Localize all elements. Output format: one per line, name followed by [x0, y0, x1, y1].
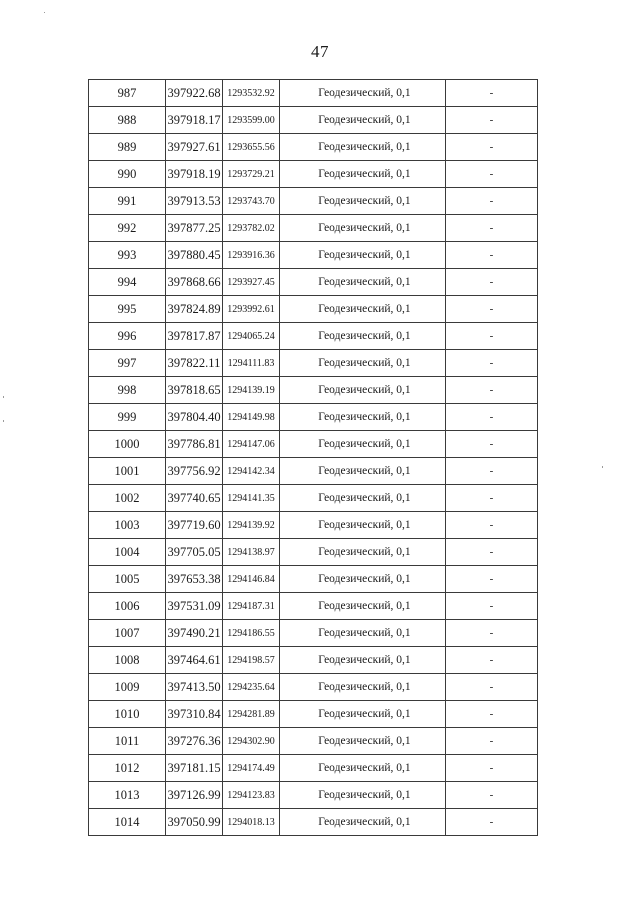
method-accuracy-text: Геодезический, 0,1: [318, 357, 411, 369]
method-accuracy-text: Геодезический, 0,1: [318, 141, 411, 153]
method-accuracy-cell: [280, 674, 446, 701]
x-coordinate-cell: 397913.53: [166, 188, 223, 215]
x-coordinate-cell: 397181.15: [166, 755, 223, 782]
point-number-cell: 990: [89, 161, 166, 188]
note-cell: -: [446, 161, 538, 188]
y-coordinate-cell: 1294018.13: [223, 809, 280, 836]
note-cell: -: [446, 188, 538, 215]
point-number-cell: 1001: [89, 458, 166, 485]
table-row: [89, 431, 538, 458]
note-cell: -: [446, 539, 538, 566]
table-row: [89, 350, 538, 377]
table-row: [89, 377, 538, 404]
table-row: [89, 242, 538, 269]
note-cell: -: [446, 593, 538, 620]
method-accuracy-cell: [280, 134, 446, 161]
point-number-cell: 993: [89, 242, 166, 269]
x-coordinate-cell: 397804.40: [166, 404, 223, 431]
scan-speck: [44, 12, 45, 13]
note-cell: -: [446, 269, 538, 296]
point-number-cell: 999: [89, 404, 166, 431]
method-accuracy-text: Геодезический, 0,1: [318, 735, 411, 747]
x-coordinate-cell: 397918.17: [166, 107, 223, 134]
table-row: [89, 512, 538, 539]
note-cell: -: [446, 350, 538, 377]
method-accuracy-cell: [280, 296, 446, 323]
note-cell: -: [446, 296, 538, 323]
y-coordinate-cell: 1294146.84: [223, 566, 280, 593]
method-accuracy-cell: [280, 323, 446, 350]
table-row: [89, 647, 538, 674]
table-row: [89, 107, 538, 134]
method-accuracy-text: Геодезический, 0,1: [318, 330, 411, 342]
note-cell: -: [446, 485, 538, 512]
note-cell: -: [446, 323, 538, 350]
x-coordinate-cell: 397922.68: [166, 80, 223, 107]
method-accuracy-text: Геодезический, 0,1: [318, 168, 411, 180]
method-accuracy-cell: [280, 701, 446, 728]
y-coordinate-cell: 1294174.49: [223, 755, 280, 782]
y-coordinate-cell: 1294149.98: [223, 404, 280, 431]
method-accuracy-cell: [280, 566, 446, 593]
table-row: [89, 620, 538, 647]
method-accuracy-text: Геодезический, 0,1: [318, 789, 411, 801]
x-coordinate-cell: 397880.45: [166, 242, 223, 269]
method-accuracy-text: Геодезический, 0,1: [318, 465, 411, 477]
method-accuracy-text: Геодезический, 0,1: [318, 762, 411, 774]
point-number-cell: 1008: [89, 647, 166, 674]
x-coordinate-cell: 397918.19: [166, 161, 223, 188]
y-coordinate-cell: 1293729.21: [223, 161, 280, 188]
y-coordinate-cell: 1294302.90: [223, 728, 280, 755]
method-accuracy-cell: [280, 404, 446, 431]
table-row: [89, 188, 538, 215]
table-row: [89, 755, 538, 782]
point-number-cell: 989: [89, 134, 166, 161]
note-cell: -: [446, 215, 538, 242]
page-number: 47: [311, 42, 329, 61]
note-cell: -: [446, 620, 538, 647]
method-accuracy-cell: [280, 350, 446, 377]
table-row: [89, 485, 538, 512]
y-coordinate-cell: 1294139.92: [223, 512, 280, 539]
method-accuracy-cell: [280, 107, 446, 134]
y-coordinate-cell: 1293532.92: [223, 80, 280, 107]
method-accuracy-cell: [280, 485, 446, 512]
point-number-cell: 998: [89, 377, 166, 404]
note-cell: -: [446, 458, 538, 485]
table-row: [89, 674, 538, 701]
method-accuracy-cell: [280, 377, 446, 404]
x-coordinate-cell: 397927.61: [166, 134, 223, 161]
method-accuracy-cell: [280, 539, 446, 566]
table-row: [89, 782, 538, 809]
point-number-cell: 1012: [89, 755, 166, 782]
method-accuracy-text: Геодезический, 0,1: [318, 222, 411, 234]
y-coordinate-cell: 1294186.55: [223, 620, 280, 647]
method-accuracy-text: Геодезический, 0,1: [318, 654, 411, 666]
table-row: [89, 215, 538, 242]
note-cell: -: [446, 404, 538, 431]
x-coordinate-cell: 397310.84: [166, 701, 223, 728]
x-coordinate-cell: 397756.92: [166, 458, 223, 485]
y-coordinate-cell: 1293599.00: [223, 107, 280, 134]
method-accuracy-text: Геодезический, 0,1: [318, 681, 411, 693]
note-cell: -: [446, 134, 538, 161]
table-row: [89, 566, 538, 593]
method-accuracy-cell: [280, 431, 446, 458]
x-coordinate-cell: 397719.60: [166, 512, 223, 539]
method-accuracy-cell: [280, 80, 446, 107]
x-coordinate-cell: 397705.05: [166, 539, 223, 566]
method-accuracy-text: Геодезический, 0,1: [318, 114, 411, 126]
point-number-cell: 1010: [89, 701, 166, 728]
table-row: [89, 728, 538, 755]
y-coordinate-cell: 1294141.35: [223, 485, 280, 512]
y-coordinate-cell: 1293743.70: [223, 188, 280, 215]
method-accuracy-cell: [280, 728, 446, 755]
note-cell: -: [446, 674, 538, 701]
x-coordinate-cell: 397464.61: [166, 647, 223, 674]
scan-speck: [602, 466, 603, 468]
table-row: [89, 809, 538, 836]
x-coordinate-cell: 397490.21: [166, 620, 223, 647]
method-accuracy-cell: [280, 215, 446, 242]
x-coordinate-cell: 397877.25: [166, 215, 223, 242]
y-coordinate-cell: 1293782.02: [223, 215, 280, 242]
point-number-cell: 996: [89, 323, 166, 350]
method-accuracy-text: Геодезический, 0,1: [318, 519, 411, 531]
x-coordinate-cell: 397822.11: [166, 350, 223, 377]
method-accuracy-cell: [280, 809, 446, 836]
note-cell: -: [446, 728, 538, 755]
method-accuracy-text: Геодезический, 0,1: [318, 573, 411, 585]
method-accuracy-text: Геодезический, 0,1: [318, 627, 411, 639]
method-accuracy-cell: [280, 188, 446, 215]
table-row: [89, 458, 538, 485]
point-number-cell: 994: [89, 269, 166, 296]
point-number-cell: 997: [89, 350, 166, 377]
note-cell: -: [446, 431, 538, 458]
method-accuracy-cell: [280, 458, 446, 485]
point-number-cell: 1009: [89, 674, 166, 701]
table-row: [89, 593, 538, 620]
point-number-cell: 1005: [89, 566, 166, 593]
method-accuracy-text: Геодезический, 0,1: [318, 600, 411, 612]
point-number-cell: 1011: [89, 728, 166, 755]
point-number-cell: 1003: [89, 512, 166, 539]
coordinates-table: [88, 79, 538, 836]
x-coordinate-cell: 397531.09: [166, 593, 223, 620]
method-accuracy-text: Геодезический, 0,1: [318, 87, 411, 99]
table-row: [89, 323, 538, 350]
point-number-cell: 995: [89, 296, 166, 323]
method-accuracy-cell: [280, 620, 446, 647]
method-accuracy-text: Геодезический, 0,1: [318, 546, 411, 558]
x-coordinate-cell: 397824.89: [166, 296, 223, 323]
method-accuracy-text: Геодезический, 0,1: [318, 438, 411, 450]
method-accuracy-cell: [280, 755, 446, 782]
point-number-cell: 1013: [89, 782, 166, 809]
y-coordinate-cell: 1294281.89: [223, 701, 280, 728]
point-number-cell: 988: [89, 107, 166, 134]
method-accuracy-text: Геодезический, 0,1: [318, 303, 411, 315]
note-cell: -: [446, 107, 538, 134]
x-coordinate-cell: 397413.50: [166, 674, 223, 701]
method-accuracy-cell: [280, 269, 446, 296]
method-accuracy-text: Геодезический, 0,1: [318, 195, 411, 207]
method-accuracy-cell: [280, 161, 446, 188]
note-cell: -: [446, 80, 538, 107]
table-row: [89, 134, 538, 161]
note-cell: -: [446, 755, 538, 782]
point-number-cell: 1007: [89, 620, 166, 647]
method-accuracy-text: Геодезический, 0,1: [318, 492, 411, 504]
y-coordinate-cell: 1294138.97: [223, 539, 280, 566]
y-coordinate-cell: 1294147.06: [223, 431, 280, 458]
point-number-cell: 1000: [89, 431, 166, 458]
scan-speck: [3, 420, 4, 422]
x-coordinate-cell: 397817.87: [166, 323, 223, 350]
point-number-cell: 987: [89, 80, 166, 107]
y-coordinate-cell: 1293992.61: [223, 296, 280, 323]
method-accuracy-cell: [280, 242, 446, 269]
point-number-cell: 1006: [89, 593, 166, 620]
y-coordinate-cell: 1293927.45: [223, 269, 280, 296]
y-coordinate-cell: 1294198.57: [223, 647, 280, 674]
y-coordinate-cell: 1294065.24: [223, 323, 280, 350]
x-coordinate-cell: 397786.81: [166, 431, 223, 458]
table-row: [89, 404, 538, 431]
method-accuracy-cell: [280, 647, 446, 674]
y-coordinate-cell: 1294187.31: [223, 593, 280, 620]
y-coordinate-cell: 1294123.83: [223, 782, 280, 809]
method-accuracy-text: Геодезический, 0,1: [318, 411, 411, 423]
note-cell: -: [446, 566, 538, 593]
method-accuracy-cell: [280, 512, 446, 539]
x-coordinate-cell: 397818.65: [166, 377, 223, 404]
table-row: [89, 539, 538, 566]
note-cell: -: [446, 512, 538, 539]
coordinates-table-body: [89, 80, 538, 836]
note-cell: -: [446, 377, 538, 404]
point-number-cell: 991: [89, 188, 166, 215]
x-coordinate-cell: 397868.66: [166, 269, 223, 296]
method-accuracy-text: Геодезический, 0,1: [318, 708, 411, 720]
y-coordinate-cell: 1293655.56: [223, 134, 280, 161]
scan-speck: [3, 396, 4, 398]
y-coordinate-cell: 1294235.64: [223, 674, 280, 701]
method-accuracy-cell: [280, 593, 446, 620]
x-coordinate-cell: 397276.36: [166, 728, 223, 755]
table-row: [89, 80, 538, 107]
table-row: [89, 701, 538, 728]
point-number-cell: 992: [89, 215, 166, 242]
table-row: [89, 269, 538, 296]
method-accuracy-text: Геодезический, 0,1: [318, 816, 411, 828]
x-coordinate-cell: 397653.38: [166, 566, 223, 593]
point-number-cell: 1004: [89, 539, 166, 566]
note-cell: -: [446, 782, 538, 809]
y-coordinate-cell: 1294142.34: [223, 458, 280, 485]
y-coordinate-cell: 1293916.36: [223, 242, 280, 269]
method-accuracy-text: Геодезический, 0,1: [318, 249, 411, 261]
method-accuracy-text: Геодезический, 0,1: [318, 384, 411, 396]
method-accuracy-text: Геодезический, 0,1: [318, 276, 411, 288]
note-cell: -: [446, 647, 538, 674]
point-number-cell: 1014: [89, 809, 166, 836]
note-cell: -: [446, 701, 538, 728]
y-coordinate-cell: 1294111.83: [223, 350, 280, 377]
x-coordinate-cell: 397740.65: [166, 485, 223, 512]
table-row: [89, 161, 538, 188]
point-number-cell: 1002: [89, 485, 166, 512]
y-coordinate-cell: 1294139.19: [223, 377, 280, 404]
table-row: [89, 296, 538, 323]
x-coordinate-cell: 397126.99: [166, 782, 223, 809]
note-cell: -: [446, 809, 538, 836]
method-accuracy-cell: [280, 782, 446, 809]
note-cell: -: [446, 242, 538, 269]
x-coordinate-cell: 397050.99: [166, 809, 223, 836]
